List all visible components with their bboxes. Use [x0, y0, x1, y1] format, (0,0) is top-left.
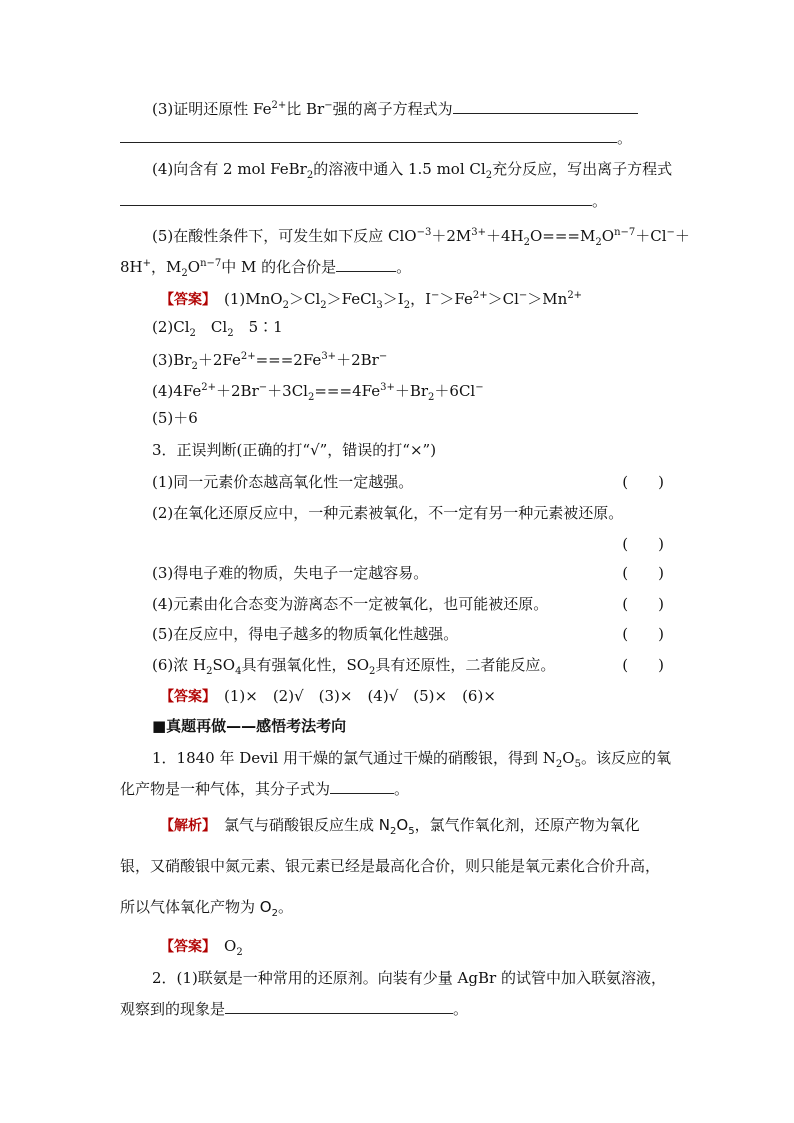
z1-jiexi-line1: 【解析】 氯气与硝酸银反应生成 $N_2O_5$，氯气作氧化剂，还原产物为氧化: [160, 816, 640, 837]
q3-4-line2: 。: [120, 191, 607, 211]
answer-tag: 【答案】: [160, 292, 209, 308]
section-heading: ■真题再做——感悟考法考向: [152, 717, 347, 735]
answer-blank[interactable]: [453, 99, 638, 114]
z1-line1: 1．1840 年 Devil 用干燥的氯气通过干燥的硝酸银，得到 $N_2O_5$。该反应的氧: [152, 749, 671, 770]
tf-item-1: (1)同一元素价态越高氧化性一定越强。: [152, 473, 414, 491]
q3-5-line1: (5)在酸性条件下，可发生如下反应 $ClO^{-3}+2M^{3+}+4H_2O===M_2O^{n-7}+Cl^-+$: [152, 227, 690, 248]
z1-jiexi-line2: 银，又硝酸银中氮元素、银元素已经是最高化合价，则只能是氧元素化合价升高，: [120, 857, 661, 875]
answer-line-4: $(4)4Fe^{2+}+2Br^-+3Cl_2===4Fe^{3+}+Br_2+6Cl^-$: [152, 382, 484, 403]
tf-item-4: (4)元素由化合态变为游离态不一定被氧化，也可能被还原。: [152, 595, 549, 613]
tf-item-5: (5)在反应中，得电子越多的物质氧化性越强。: [152, 625, 459, 643]
answer-blank[interactable]: [330, 779, 394, 794]
tf-paren-3[interactable]: ( ): [622, 564, 664, 582]
answer-blank[interactable]: [120, 191, 592, 206]
q4-title: 3．正误判断(正确的打“√”，错误的打“×”): [152, 441, 437, 459]
z1-jiexi-line3: 所以气体氧化产物为 $O_2$。: [120, 898, 293, 919]
tf-paren-5[interactable]: ( ): [622, 625, 664, 643]
answer-blank[interactable]: [120, 128, 617, 143]
tf-item-3: (3)得电子难的物质，失电子一定越容易。: [152, 564, 429, 582]
analysis-tag: 【解析】: [160, 818, 209, 834]
tf-paren-1[interactable]: ( ): [622, 473, 664, 491]
answer-line-1: 【答案】 $(1)MnO_2>Cl_2>FeCl_3>I_2$，$I^->Fe^{2+}>Cl^->Mn^{2+}$: [160, 290, 583, 311]
q3-5-line2: 8H+，$M_2O^{n-7}$中 M 的化合价是 。: [120, 258, 412, 279]
z1-answer-line: 【答案】 $O_2$: [160, 937, 243, 958]
z2-line1: 2．(1)联氨是一种常用的还原剂。向装有少量 AgBr 的试管中加入联氨溶液，: [152, 969, 666, 987]
answer-blank[interactable]: [225, 999, 453, 1014]
tf-paren-4[interactable]: ( ): [622, 595, 664, 613]
answer-line-5: (5)＋6: [152, 409, 198, 427]
z1-line2: 化产物是一种气体，其分子式为 。: [120, 780, 410, 798]
answer-tag: 【答案】: [160, 689, 209, 705]
q3-3-line2: 。: [120, 128, 632, 148]
tf-paren-2[interactable]: ( ): [622, 535, 664, 553]
q3-3-line1: (3)证明还原性 $Fe^{2+}$比 Br−强的离子方程式为: [152, 96, 638, 119]
answer-blank[interactable]: [336, 257, 396, 272]
answer-tag: 【答案】: [160, 939, 209, 955]
tf-paren-6[interactable]: ( ): [622, 656, 664, 674]
answer-line-2: $(2)Cl_2$ $Cl_2$ 5∶1: [152, 318, 283, 339]
tf-answer-line: 【答案】 (1)× (2)√ (3)× (4)√ (5)× (6)×: [160, 687, 496, 705]
q3-4-line1: (4)向含有 2 mol FeBr$_2$的溶液中通入 1.5 mol $Cl_2$充分反应，写出离子方程式: [152, 160, 673, 181]
tf-item-2: (2)在氧化还原反应中，一种元素被氧化，不一定有另一种元素被还原。: [152, 504, 624, 522]
z2-line2: 观察到的现象是 。: [120, 1000, 469, 1018]
answer-line-3: $(3)Br_2+2Fe^{2+}===2Fe^{3+}+2Br^-$: [152, 351, 388, 372]
tf-item-6: (6)浓 $H_2SO_4$具有强氧化性，$SO_2$具有还原性，二者能反应。: [152, 656, 556, 677]
